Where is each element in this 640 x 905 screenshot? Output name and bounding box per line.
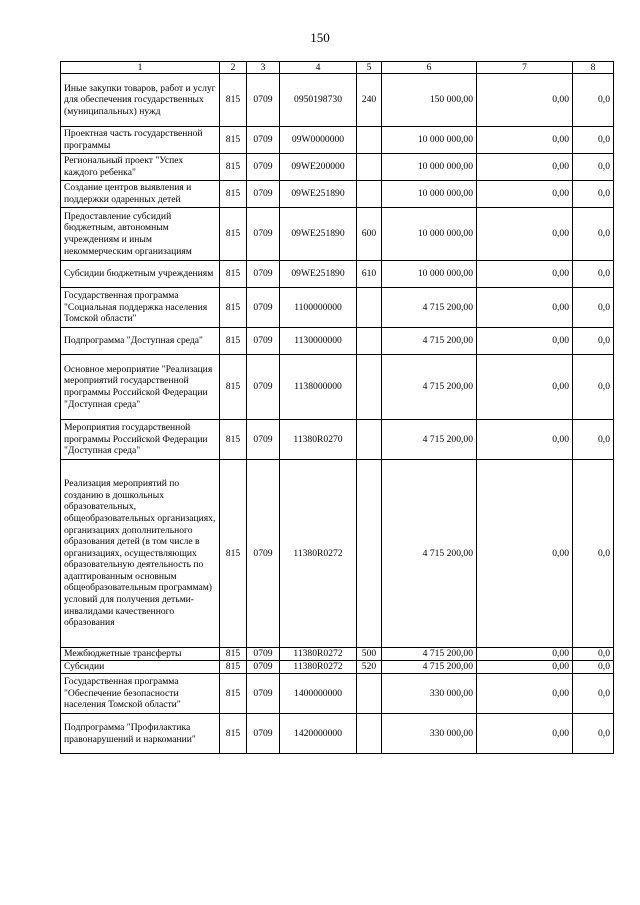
section-code-cell: 0709: [247, 288, 280, 328]
table-row: [61, 460, 614, 648]
expense-type-cell: 240: [357, 74, 382, 127]
amount-cell: 10 000 000,00: [382, 154, 477, 181]
amount-cell: 4 715 200,00: [382, 420, 477, 460]
amount-cell: 4 715 200,00: [382, 288, 477, 328]
target-article-cell: 11380R0272: [280, 460, 357, 648]
row-name-cell: Создание центров выявления и поддержки одаренных детей: [61, 181, 220, 208]
section-code-cell: 0709: [247, 460, 280, 648]
target-article-cell: 1100000000: [280, 288, 357, 328]
expense-type-cell: [357, 420, 382, 460]
table-row: [61, 420, 614, 460]
row-name-cell: Реализация мероприятий по созданию в дошкольных образовательных, общеобразовательных организациях, организациях дополнительного образования детей (в том числе в организациях, осуществляющих образовательную деятельность по адаптированным основным общеобразовательным программам) условий для получения детьми-инвалидами качественного образования: [61, 460, 220, 648]
table-row: [61, 648, 614, 661]
expense-type-cell: [357, 127, 382, 154]
header-cell: 7: [477, 62, 573, 74]
table-header-row: [61, 62, 614, 74]
amount-col8-cell: 0,0: [573, 261, 614, 288]
row-name-cell: Иные закупки товаров, работ и услуг для обеспечения государственных (муниципальных) нужд: [61, 74, 220, 127]
section-code-cell: 0709: [247, 661, 280, 674]
ministry-code-cell: 815: [220, 355, 247, 420]
table-row: [61, 74, 614, 127]
header-cell: 5: [357, 62, 382, 74]
amount-col8-cell: 0,0: [573, 74, 614, 127]
amount-col8-cell: 0,0: [573, 288, 614, 328]
row-name-cell: Мероприятия государственной программы Российской Федерации "Доступная среда": [61, 420, 220, 460]
amount-cell: 10 000 000,00: [382, 208, 477, 261]
amount-cell: 4 715 200,00: [382, 648, 477, 661]
section-code-cell: 0709: [247, 127, 280, 154]
amount-col8-cell: 0,0: [573, 648, 614, 661]
target-article-cell: 09WE251890: [280, 261, 357, 288]
row-name-cell: Подпрограмма "Профилактика правонарушений и наркомании": [61, 714, 220, 754]
amount-col8-cell: 0,0: [573, 714, 614, 754]
amount-col7-cell: 0,00: [477, 288, 573, 328]
row-name-cell: Субсидии: [61, 661, 220, 674]
target-article-cell: 09W0000000: [280, 127, 357, 154]
section-code-cell: 0709: [247, 154, 280, 181]
budget-table: [60, 61, 614, 754]
amount-col7-cell: 0,00: [477, 261, 573, 288]
amount-cell: 10 000 000,00: [382, 127, 477, 154]
amount-col7-cell: 0,00: [477, 661, 573, 674]
row-name-cell: Подпрограмма "Доступная среда": [61, 328, 220, 355]
section-code-cell: 0709: [247, 181, 280, 208]
section-code-cell: 0709: [247, 208, 280, 261]
ministry-code-cell: 815: [220, 420, 247, 460]
ministry-code-cell: 815: [220, 288, 247, 328]
amount-col8-cell: 0,0: [573, 420, 614, 460]
section-code-cell: 0709: [247, 420, 280, 460]
amount-col7-cell: 0,00: [477, 127, 573, 154]
amount-col8-cell: 0,0: [573, 328, 614, 355]
expense-type-cell: [357, 288, 382, 328]
target-article-cell: 09WE251890: [280, 181, 357, 208]
table-row: [61, 714, 614, 754]
expense-type-cell: [357, 460, 382, 648]
row-name-cell: Проектная часть государственной программы: [61, 127, 220, 154]
ministry-code-cell: 815: [220, 328, 247, 355]
amount-col7-cell: 0,00: [477, 714, 573, 754]
table-row: [61, 328, 614, 355]
header-cell: 8: [573, 62, 614, 74]
ministry-code-cell: 815: [220, 261, 247, 288]
page-number: 150: [310, 30, 330, 45]
table-row: [61, 661, 614, 674]
amount-cell: 4 715 200,00: [382, 661, 477, 674]
amount-col7-cell: 0,00: [477, 648, 573, 661]
target-article-cell: 09WE200000: [280, 154, 357, 181]
section-code-cell: 0709: [247, 714, 280, 754]
ministry-code-cell: 815: [220, 181, 247, 208]
table-row: [61, 208, 614, 261]
ministry-code-cell: 815: [220, 460, 247, 648]
section-code-cell: 0709: [247, 74, 280, 127]
amount-col7-cell: 0,00: [477, 355, 573, 420]
target-article-cell: 1138000000: [280, 355, 357, 420]
amount-cell: 10 000 000,00: [382, 261, 477, 288]
ministry-code-cell: 815: [220, 661, 247, 674]
row-name-cell: Предоставление субсидий бюджетным, автономным учреждениям и иным некоммерческим организациям: [61, 208, 220, 261]
ministry-code-cell: 815: [220, 714, 247, 754]
expense-type-cell: [357, 328, 382, 355]
row-name-cell: Субсидии бюджетным учреждениям: [61, 261, 220, 288]
amount-col7-cell: 0,00: [477, 181, 573, 208]
section-code-cell: 0709: [247, 355, 280, 420]
amount-cell: 150 000,00: [382, 74, 477, 127]
amount-col8-cell: 0,0: [573, 355, 614, 420]
expense-type-cell: 610: [357, 261, 382, 288]
amount-col8-cell: 0,0: [573, 154, 614, 181]
header-cell: 2: [220, 62, 247, 74]
amount-col7-cell: 0,00: [477, 328, 573, 355]
amount-col7-cell: 0,00: [477, 420, 573, 460]
section-code-cell: 0709: [247, 328, 280, 355]
target-article-cell: 11380R0272: [280, 661, 357, 674]
amount-col8-cell: 0,0: [573, 460, 614, 648]
table-body: [61, 74, 614, 754]
amount-col8-cell: 0,0: [573, 127, 614, 154]
target-article-cell: 11380R0270: [280, 420, 357, 460]
target-article-cell: 0950198730: [280, 74, 357, 127]
table-row: [61, 181, 614, 208]
ministry-code-cell: 815: [220, 74, 247, 127]
target-article-cell: 09WE251890: [280, 208, 357, 261]
row-name-cell: Основное мероприятие "Реализация мероприятий государственной программы Российской Федерации "Доступная среда": [61, 355, 220, 420]
amount-col8-cell: 0,0: [573, 181, 614, 208]
amount-cell: 330 000,00: [382, 674, 477, 714]
ministry-code-cell: 815: [220, 154, 247, 181]
expense-type-cell: 520: [357, 661, 382, 674]
table-row: [61, 154, 614, 181]
amount-cell: 10 000 000,00: [382, 181, 477, 208]
expense-type-cell: [357, 674, 382, 714]
amount-cell: 4 715 200,00: [382, 460, 477, 648]
target-article-cell: 1420000000: [280, 714, 357, 754]
section-code-cell: 0709: [247, 674, 280, 714]
table-row: [61, 674, 614, 714]
table-row: [61, 288, 614, 328]
target-article-cell: 11380R0272: [280, 648, 357, 661]
amount-col7-cell: 0,00: [477, 460, 573, 648]
amount-col8-cell: 0,0: [573, 661, 614, 674]
header-cell: 6: [382, 62, 477, 74]
target-article-cell: 1400000000: [280, 674, 357, 714]
row-name-cell: Государственная программа "Обеспечение безопасности населения Томской области": [61, 674, 220, 714]
table-row: [61, 127, 614, 154]
row-name-cell: Региональный проект "Успех каждого ребенка": [61, 154, 220, 181]
row-name-cell: Государственная программа "Социальная поддержка населения Томской области": [61, 288, 220, 328]
ministry-code-cell: 815: [220, 208, 247, 261]
header-cell: 4: [280, 62, 357, 74]
expense-type-cell: [357, 714, 382, 754]
header-cell: 3: [247, 62, 280, 74]
expense-type-cell: [357, 355, 382, 420]
amount-col8-cell: 0,0: [573, 674, 614, 714]
table-row: [61, 261, 614, 288]
row-name-cell: Межбюджетные трансферты: [61, 648, 220, 661]
expense-type-cell: 500: [357, 648, 382, 661]
table-row: [61, 355, 614, 420]
expense-type-cell: [357, 154, 382, 181]
ministry-code-cell: 815: [220, 127, 247, 154]
amount-cell: 4 715 200,00: [382, 328, 477, 355]
section-code-cell: 0709: [247, 261, 280, 288]
ministry-code-cell: 815: [220, 674, 247, 714]
amount-col7-cell: 0,00: [477, 154, 573, 181]
amount-col7-cell: 0,00: [477, 674, 573, 714]
amount-cell: 4 715 200,00: [382, 355, 477, 420]
amount-col8-cell: 0,0: [573, 208, 614, 261]
section-code-cell: 0709: [247, 648, 280, 661]
amount-col7-cell: 0,00: [477, 208, 573, 261]
header-cell: 1: [61, 62, 220, 74]
amount-cell: 330 000,00: [382, 714, 477, 754]
amount-col7-cell: 0,00: [477, 74, 573, 127]
expense-type-cell: [357, 181, 382, 208]
expense-type-cell: 600: [357, 208, 382, 261]
target-article-cell: 1130000000: [280, 328, 357, 355]
ministry-code-cell: 815: [220, 648, 247, 661]
